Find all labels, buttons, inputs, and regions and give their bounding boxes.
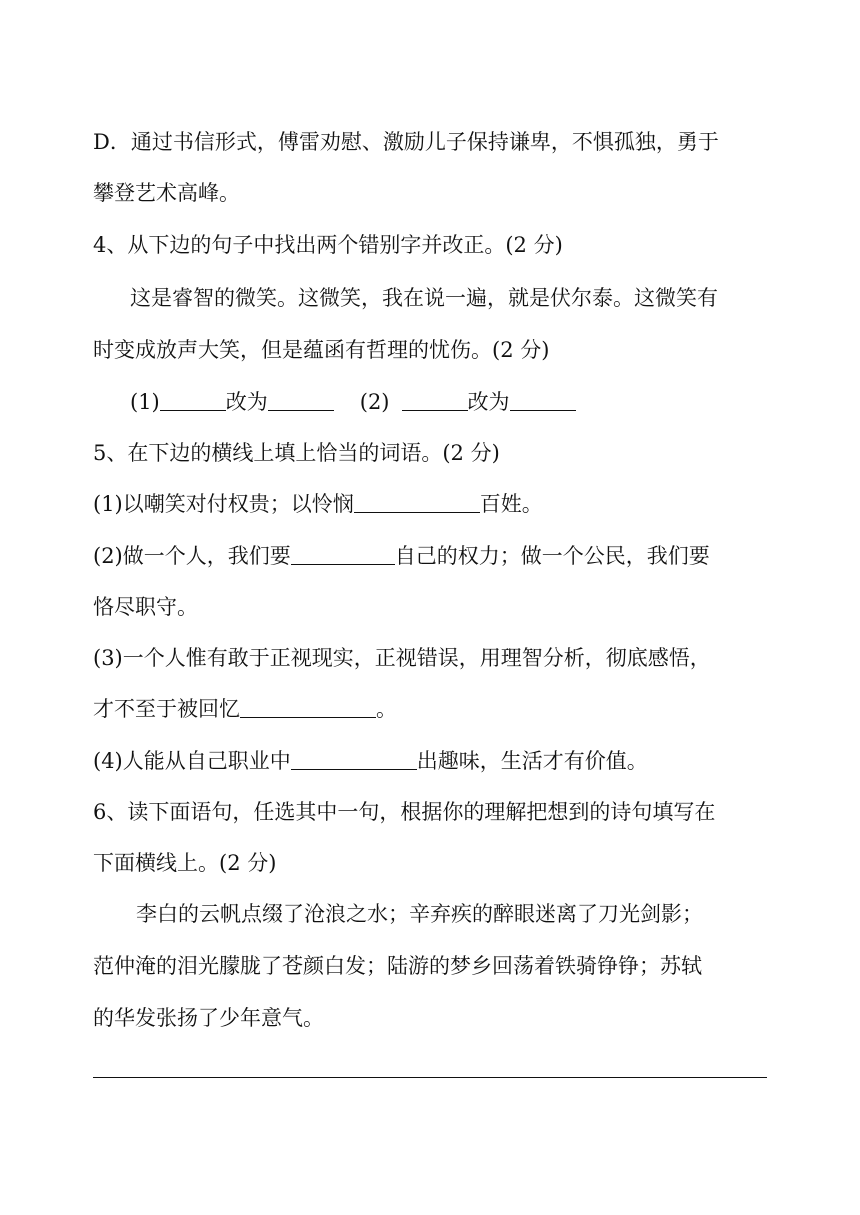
q5-item-4-post: 出趣味，生活才有价值。 [416,749,648,773]
q5-item-4-blank[interactable] [291,747,417,770]
q4-passage-line-1: 这是睿智的微笑。这微笑，我在说一遍，就是伏尔泰。这微笑有 [130,286,718,310]
q4-fill-row [130,387,806,417]
q6-passage-line-2: 范仲淹的泪光朦胧了苍颜白发；陆游的梦乡回荡着铁骑铮铮；苏轼 [93,954,702,978]
q4-fill-2-mid: 改为 [467,390,510,414]
q4-heading: 4、从下边的句子中找出两个错别字并改正。(2 分) [93,233,563,257]
q4-fill-1-wrong-blank[interactable] [160,388,226,411]
q4-fill-1-prefix: (1) [130,390,160,414]
q5-item-3-post: 。 [376,697,397,721]
q6-heading-line-2: 下面横线上。(2 分) [93,851,277,875]
q5-item-2-post: 自己的权力；做一个公民，我们要 [394,544,710,568]
q4-fill-1-correct-blank[interactable] [268,388,334,411]
q4-fill-1-mid: 改为 [225,390,268,414]
q5-item-3-line-1: (3)一个人惟有敢于正视现实，正视错误，用理智分析，彻底感悟， [93,646,711,670]
q6-answer-line[interactable] [93,1077,767,1078]
q6-passage-line-3: 的华发张扬了少年意气。 [93,1006,324,1030]
q4-fill-2-correct-blank[interactable] [510,388,576,411]
q5-item-2-blank[interactable] [291,542,395,565]
q5-item-1-post: 百姓。 [479,492,543,516]
q5-item-4 [93,746,769,776]
q5-item-2-pre: (2)做一个人，我们要 [93,544,291,568]
option-d-line-1: D．通过书信形式，傅雷劝慰、激励儿子保持谦卑，不惧孤独，勇于 [93,130,719,154]
q5-item-3-blank[interactable] [240,695,376,718]
q4-fill-2-prefix: (2) [359,390,390,414]
q5-item-1-pre: (1)以嘲笑对付权贵；以怜悯 [93,492,354,516]
q5-item-2-line-2: 恪尽职守。 [93,595,198,619]
q5-item-2 [93,541,769,571]
option-d-line-2: 攀登艺术高峰。 [93,181,240,205]
q6-heading-line-1: 6、读下面语句，任选其中一句，根据你的理解把想到的诗句填写在 [93,800,716,824]
q4-passage-line-2: 时变成放声大笑，但是蕴函有哲理的忧伤。(2 分) [93,338,550,362]
q4-fill-2-wrong-blank[interactable] [402,388,468,411]
q5-item-1-blank[interactable] [354,490,480,513]
q6-passage-line-1: 李白的云帆点缀了沧浪之水；辛弃疾的醉眼迷离了刀光剑影； [136,902,703,926]
q5-item-4-pre: (4)人能从自己职业中 [93,749,291,773]
q5-heading: 5、在下边的横线上填上恰当的词语。(2 分) [93,441,500,465]
q5-item-3-line-2 [93,694,769,724]
q5-item-1 [93,489,769,519]
q5-item-3-pre: 才不至于被回忆 [93,697,240,721]
